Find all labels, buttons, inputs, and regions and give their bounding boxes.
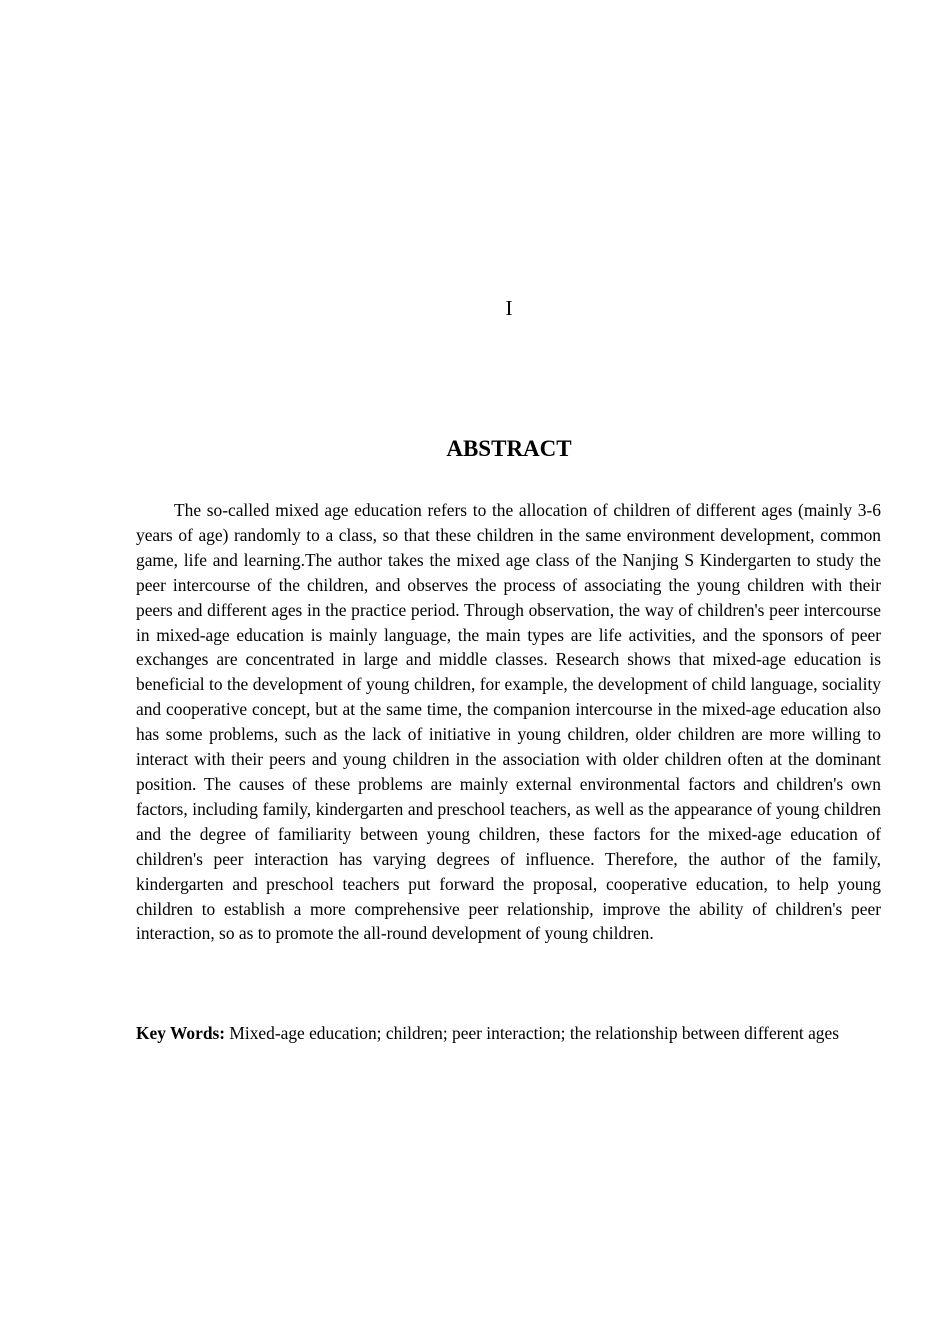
keywords-text: Mixed-age education; children; peer interaction; the relationship between different ages bbox=[225, 1023, 839, 1043]
abstract-title: ABSTRACT bbox=[446, 436, 572, 461]
keywords-paragraph bbox=[136, 1021, 881, 1046]
page-number: I bbox=[505, 296, 513, 320]
keywords-label: Key Words: bbox=[136, 1023, 226, 1043]
abstract-body: The so-called mixed age education refers to the allocation of children of different ages (mainly 3-6 years of age) randomly to a class, so that these children in the same environment development, common game, life and learning.The author takes the mixed age class of the Nanjing S Kindergarten to study the peer intercourse of the children, and observes the process of associating the young children with their peers and different ages in the practice period. Through observation, the way of children's peer intercourse in mixed-age education is mainly language, the main types are life activities, and the sponsors of peer exchanges are concentrated in large and middle classes. Research shows that mixed-age education is beneficial to the development of young children, for example, the development of child language, sociality and cooperative concept, but at the same time, the companion intercourse in the mixed-age education also has some problems, such as the lack of initiative in young children, older children are more willing to interact with their peers and young children in the association with older children often at the dominant position. The causes of these problems are mainly external environmental factors and children's own factors, including family, kindergarten and preschool teachers, as well as the appearance of young children and the degree of familiarity between young children, these factors for the mixed-age education of children's peer interaction has varying degrees of influence. Therefore, the author of the family, kindergarten and preschool teachers put forward the proposal, cooperative education, to help young children to establish a more comprehensive peer relationship, improve the ability of children's peer interaction, so as to promote the all-round development of young children. bbox=[136, 500, 881, 944]
